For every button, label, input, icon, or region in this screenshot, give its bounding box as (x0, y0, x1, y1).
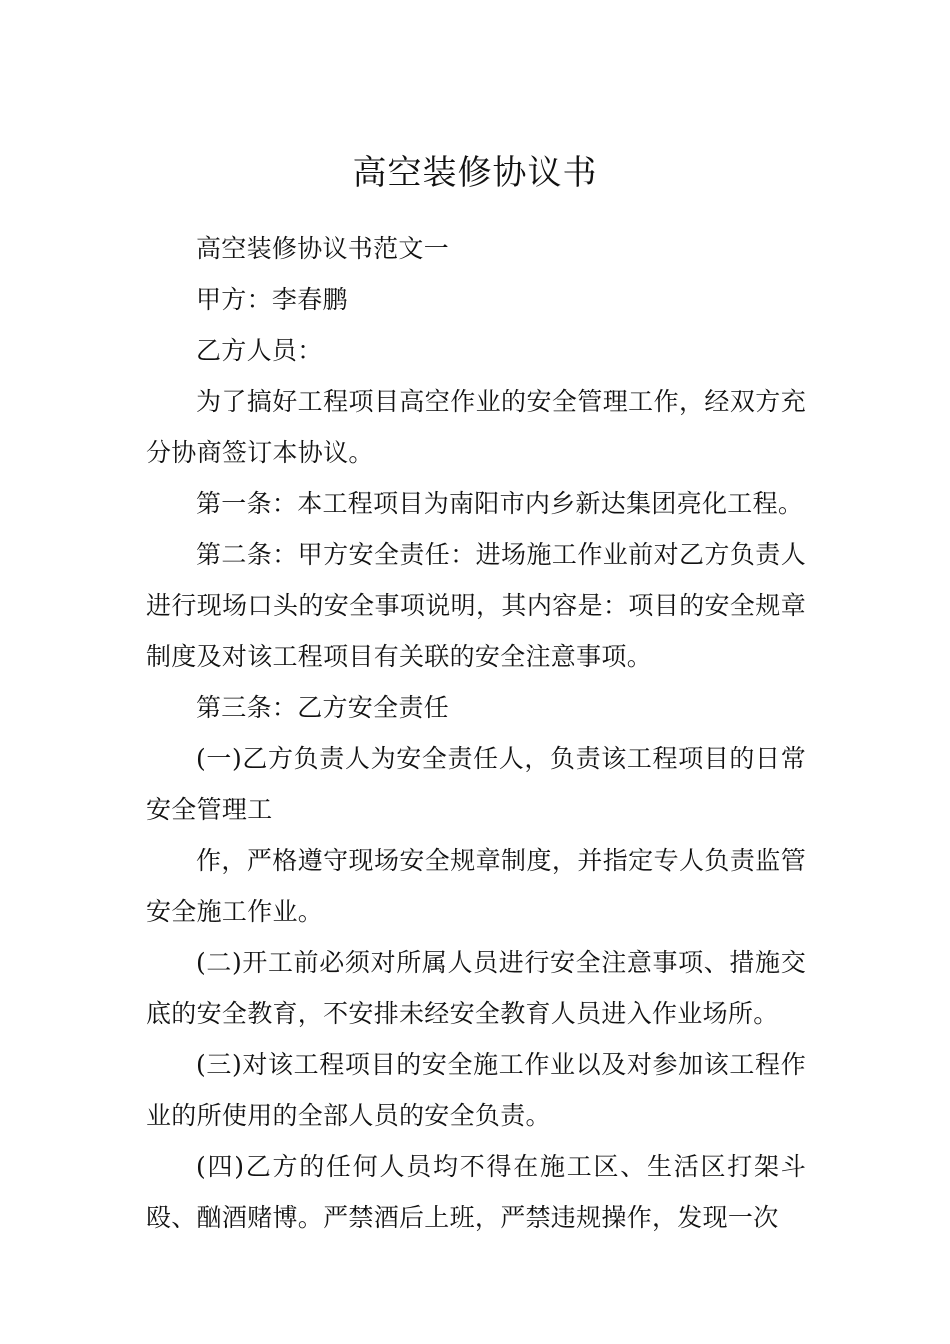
paragraph-clause-3: (三)对该工程项目的安全施工作业以及对参加该工程作业的所使用的全部人员的安全负责。 (146, 1050, 806, 1130)
paragraph-article-3: 第三条：乙方安全责任 (196, 693, 450, 722)
paragraph-party-b: 乙方人员： (196, 336, 323, 365)
document-title: 高空装修协议书 (352, 152, 598, 193)
paragraph-subtitle: 高空装修协议书范文一 (196, 234, 450, 263)
paragraph-preamble: 为了搞好工程项目高空作业的安全管理工作，经双方充分协商签订本协议。 (146, 387, 806, 467)
paragraph-clause-2: (二)开工前必须对所属人员进行安全注意事项、措施交底的安全教育，不安排未经安全教育人员进入作业场所。 (146, 948, 806, 1028)
paragraph-clause-1: (一)乙方负责人为安全责任人，负责该工程项目的日常安全管理工 (146, 744, 806, 824)
paragraph-clause-1-continued: 作，严格遵守现场安全规章制度，并指定专人负责监管安全施工作业。 (146, 846, 806, 926)
paragraph-article-1: 第一条：本工程项目为南阳市内乡新达集团亮化工程。 (196, 489, 804, 518)
document-body (146, 223, 806, 1243)
paragraph-party-a: 甲方：李春鹏 (196, 285, 348, 314)
paragraph-clause-4: (四)乙方的任何人员均不得在施工区、生活区打架斗殴、酗酒赌博。严禁酒后上班，严禁违规操作，发现一次 (146, 1152, 806, 1232)
paragraph-article-2: 第二条：甲方安全责任：进场施工作业前对乙方负责人进行现场口头的安全事项说明，其内容是：项目的安全规章制度及对该工程项目有关联的安全注意事项。 (146, 540, 806, 671)
